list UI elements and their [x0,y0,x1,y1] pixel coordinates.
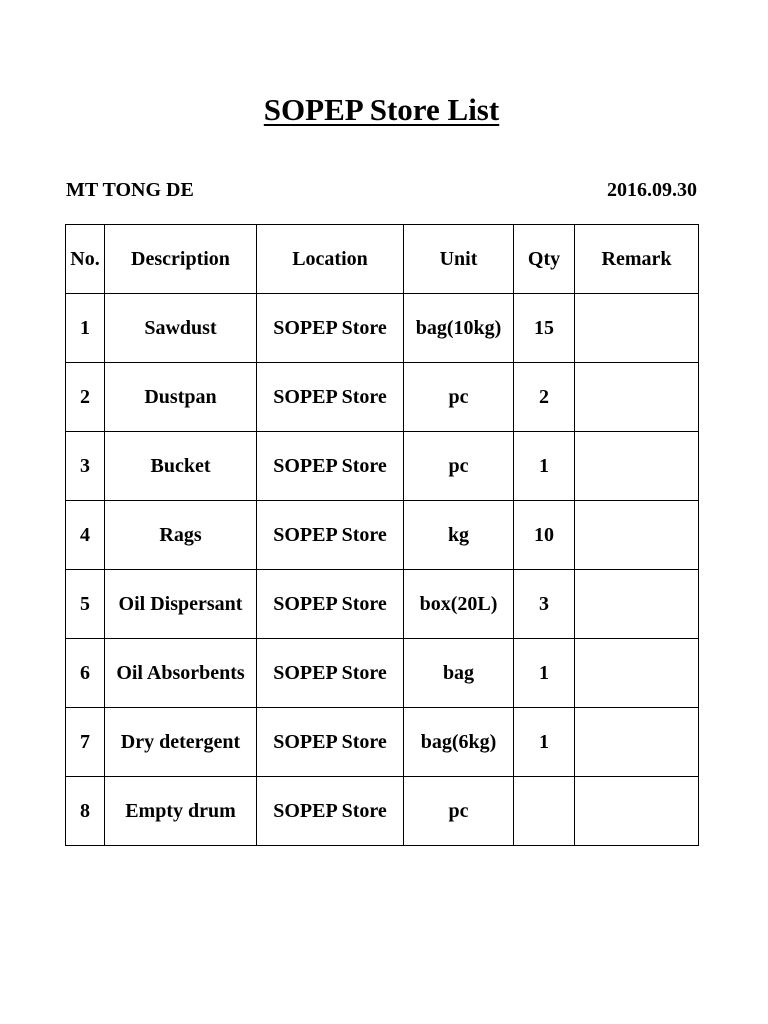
cell-description: Rags [105,501,257,570]
header-description: Description [105,225,257,294]
table-row [66,570,699,639]
cell-description: Oil Dispersant [105,570,257,639]
cell-description: Oil Absorbents [105,639,257,708]
cell-qty: 1 [514,639,575,708]
cell-location: SOPEP Store [257,777,404,846]
cell-description: Sawdust [105,294,257,363]
table-header [66,225,699,294]
cell-qty [514,777,575,846]
table-row [66,639,699,708]
table-row [66,363,699,432]
cell-unit: pc [404,363,514,432]
cell-no: 4 [66,501,105,570]
cell-remark [575,294,699,363]
header-unit: Unit [404,225,514,294]
cell-location: SOPEP Store [257,639,404,708]
cell-remark [575,363,699,432]
cell-remark [575,570,699,639]
page-title [0,88,763,132]
cell-no: 1 [66,294,105,363]
cell-unit: kg [404,501,514,570]
cell-remark [575,777,699,846]
cell-unit: box(20L) [404,570,514,639]
table-row [66,777,699,846]
cell-qty: 3 [514,570,575,639]
cell-remark [575,501,699,570]
cell-no: 5 [66,570,105,639]
cell-location: SOPEP Store [257,570,404,639]
cell-qty: 2 [514,363,575,432]
header-row [66,225,699,294]
cell-no: 2 [66,363,105,432]
cell-description: Dry detergent [105,708,257,777]
cell-location: SOPEP Store [257,363,404,432]
ship-name: MT TONG DE [66,179,194,201]
table-row [66,501,699,570]
header-qty: Qty [514,225,575,294]
table-row [66,432,699,501]
cell-location: SOPEP Store [257,294,404,363]
cell-qty: 15 [514,294,575,363]
header-location: Location [257,225,404,294]
cell-unit: bag(6kg) [404,708,514,777]
cell-description: Bucket [105,432,257,501]
table-row [66,708,699,777]
cell-remark [575,708,699,777]
cell-unit: bag [404,639,514,708]
cell-location: SOPEP Store [257,432,404,501]
cell-qty: 1 [514,708,575,777]
document-date: 2016.09.30 [607,179,697,201]
cell-unit: pc [404,432,514,501]
header-remark: Remark [575,225,699,294]
cell-qty: 1 [514,432,575,501]
cell-unit: bag(10kg) [404,294,514,363]
cell-remark [575,432,699,501]
cell-no: 3 [66,432,105,501]
cell-location: SOPEP Store [257,708,404,777]
cell-unit: pc [404,777,514,846]
table-body [66,294,699,846]
cell-remark [575,639,699,708]
cell-description: Empty drum [105,777,257,846]
cell-no: 6 [66,639,105,708]
header-no: No. [66,225,105,294]
cell-location: SOPEP Store [257,501,404,570]
cell-no: 7 [66,708,105,777]
cell-qty: 10 [514,501,575,570]
table-row [66,294,699,363]
page-title-text: SOPEP Store List [263,92,500,127]
store-list-table [65,224,699,846]
cell-description: Dustpan [105,363,257,432]
cell-no: 8 [66,777,105,846]
